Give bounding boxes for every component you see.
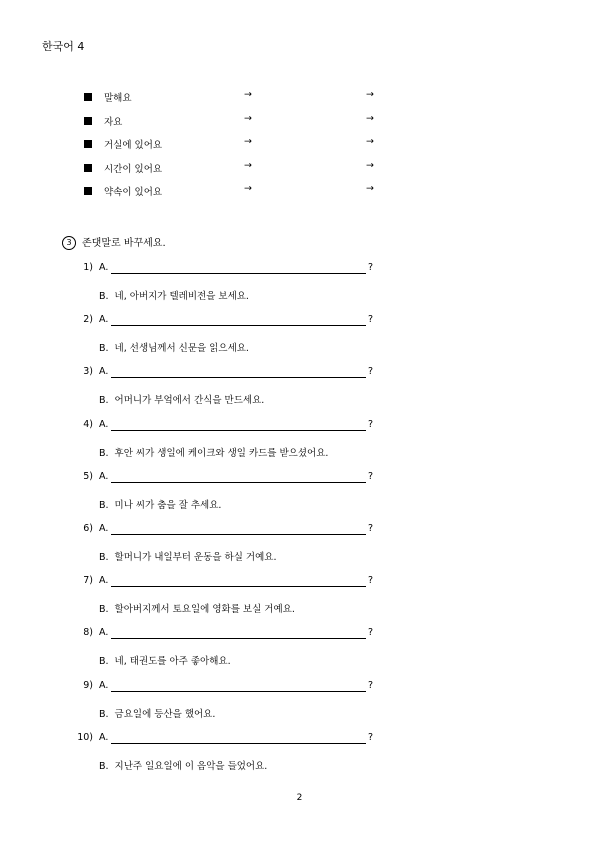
answer-blank-line[interactable] [111,430,366,431]
answer-b-label: B. [99,604,109,616]
arrow-icon: → [244,183,252,194]
answer-b-label: B. [99,499,109,511]
question-mark: ? [368,418,374,430]
arrow-icon: → [244,136,252,147]
vocab-row [84,114,384,138]
exercise-item [0,623,599,675]
question-mark: ? [368,731,374,743]
answer-b-line [99,706,215,720]
vocab-word: 시간이 있어요 [104,163,163,175]
answer-blank-line[interactable] [111,743,366,744]
answer-b-text: 금요일에 등산을 했어요. [114,708,216,720]
page-header-title: 한국어 4 [42,40,85,53]
answer-b-text: 네, 아버지가 텔레비전을 보세요. [114,291,249,302]
answer-blank-line[interactable] [111,534,366,535]
arrow-icon: → [366,159,374,171]
answer-b-label: B. [99,708,109,720]
answer-blank-line[interactable] [111,482,366,483]
answer-a-label: A. [99,262,109,273]
arrow-icon: → [244,112,252,124]
question-number: 9) [83,679,93,691]
vocab-list [84,90,384,208]
question-mark: ? [368,522,374,534]
vocab-word: 말해요 [104,93,132,104]
exercise-item [0,310,599,362]
answer-b-label: B. [99,447,109,459]
answer-b-line [99,653,231,667]
section-number: 3 [62,236,76,250]
answer-b-text: 네, 선생님께서 신문을 읽으세요. [114,343,249,355]
exercise-item [0,258,599,310]
answer-b-line [99,392,264,406]
answer-b-text: 할아버지께서 토요일에 영화를 보실 거예요. [114,604,295,616]
answer-a-label: A. [99,314,109,326]
square-bullet-icon [84,187,92,195]
answer-b-text: 미나 씨가 춤을 잘 추세요. [114,499,222,511]
answer-a-label: A. [99,522,109,534]
question-number: 2) [83,314,93,326]
answer-b-line [99,340,249,354]
section-heading [62,234,166,250]
exercise-item [0,571,599,623]
page-number: 2 [296,793,303,803]
question-mark: ? [368,314,374,326]
vocab-row [84,137,384,161]
answer-blank-line[interactable] [111,325,366,326]
answer-b-text: 지난주 일요일에 이 음악을 들었어요. [114,760,268,772]
answer-b-label: B. [99,291,109,302]
exercise-item [0,519,599,571]
question-number: 3) [83,366,93,378]
question-number: 8) [83,627,93,639]
answer-b-text: 어머니가 부엌에서 간식을 만드세요. [114,395,265,407]
answer-blank-line[interactable] [111,586,366,587]
answer-b-text: 후안 씨가 생일에 케이크와 생일 카드를 받으셨어요. [114,447,329,459]
question-mark: ? [368,470,374,482]
answer-b-line [99,758,267,772]
square-bullet-icon [84,140,92,148]
answer-blank-line[interactable] [111,638,366,639]
question-mark: ? [368,627,374,639]
question-number: 10) [77,731,93,743]
exercise-item [0,415,599,467]
answer-a-label: A. [99,470,109,482]
exercise-item [0,362,599,414]
arrow-icon: → [244,89,252,100]
answer-a-label: A. [99,418,109,430]
answer-b-label: B. [99,656,109,668]
vocab-word: 약속이 있어요 [104,187,163,198]
question-number: 1) [83,262,93,273]
answer-b-line [99,497,221,511]
arrow-icon: → [366,136,374,147]
exercise-item [0,467,599,519]
exercise-item [0,728,599,780]
answer-b-label: B. [99,760,109,772]
answer-a-label: A. [99,627,109,639]
answer-a-label: A. [99,679,109,691]
question-mark: ? [368,679,374,691]
vocab-row [84,161,384,185]
arrow-icon: → [366,183,374,194]
square-bullet-icon [84,164,92,172]
question-mark: ? [368,366,374,378]
section-instruction: 존댓말로 바꾸세요. [82,238,166,249]
answer-b-text: 할머니가 내일부터 운동을 하실 거예요. [114,551,277,563]
answer-a-label: A. [99,731,109,743]
answer-blank-line[interactable] [111,691,366,692]
answer-b-line [99,601,295,615]
question-number: 4) [83,418,93,430]
answer-blank-line[interactable] [111,377,366,378]
question-mark: ? [368,262,374,273]
vocab-word: 자요 [104,116,123,128]
answer-b-line [99,549,276,563]
answer-a-label: A. [99,366,109,378]
answer-blank-line[interactable] [111,273,366,274]
question-number: 6) [83,522,93,534]
question-number: 5) [83,470,93,482]
answer-b-text: 네, 태권도를 아주 좋아해요. [114,656,231,668]
answer-b-label: B. [99,551,109,563]
arrow-icon: → [366,112,374,124]
arrow-icon: → [244,159,252,171]
answer-b-label: B. [99,343,109,355]
answer-a-label: A. [99,575,109,587]
question-number: 7) [83,575,93,587]
vocab-row [84,184,384,208]
vocab-word: 거실에 있어요 [104,140,163,151]
square-bullet-icon [84,93,92,101]
arrow-icon: → [366,89,374,100]
answer-b-line [99,445,328,459]
exercise-item [0,676,599,728]
square-bullet-icon [84,117,92,125]
answer-b-line [99,288,249,302]
answer-b-label: B. [99,395,109,407]
vocab-row [84,90,384,114]
exercise-list [0,258,599,780]
question-mark: ? [368,575,374,587]
